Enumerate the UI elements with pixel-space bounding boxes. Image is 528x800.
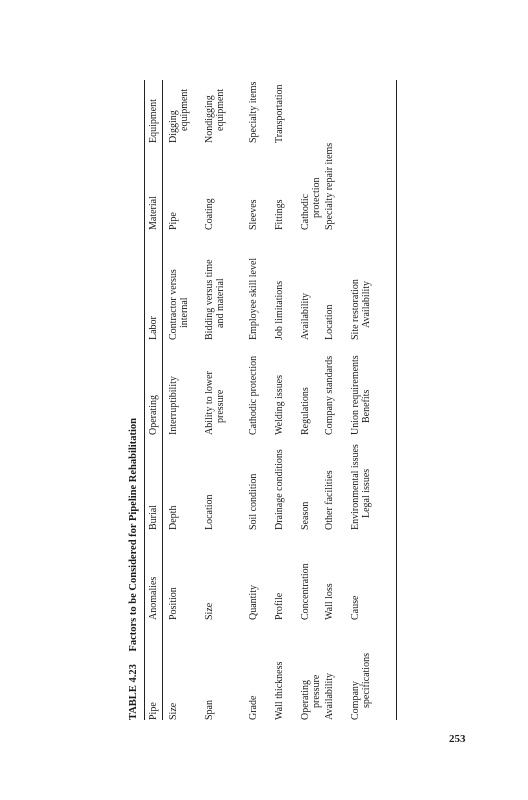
bottom-rule <box>396 80 397 720</box>
table-cell: Pipe <box>168 212 179 230</box>
header-burial: Burial <box>148 505 159 530</box>
table-cell: Soil condition <box>248 473 259 530</box>
header-pipe: Pipe <box>148 702 159 720</box>
table-cell: Interruptibility <box>168 376 179 435</box>
table-caption <box>128 418 139 720</box>
header-rule <box>162 80 163 720</box>
table-cell: Ability to lower pressure <box>204 371 226 435</box>
table-cell: Company specifications <box>350 653 372 720</box>
table-cell: Size <box>204 602 215 620</box>
table-cell: Size <box>168 702 179 720</box>
table-cell: Union requirements Benefits <box>350 355 372 435</box>
header-equipment: Equipment <box>148 99 159 143</box>
table-cell: Profile <box>274 592 285 620</box>
table-number: TABLE 4.23 <box>128 664 139 720</box>
table-cell: Cathodic protection <box>248 355 259 435</box>
table-cell: Coating <box>204 198 215 230</box>
rotated-table <box>128 80 398 720</box>
table-cell: Location <box>324 304 335 340</box>
table-cell: Digging equipment <box>168 88 190 143</box>
table-cell: Cathodic protection <box>300 177 322 230</box>
table-cell: Employee skill level <box>248 257 259 340</box>
table-cell: Transportation <box>274 84 285 143</box>
header-labor: Labor <box>148 316 159 340</box>
table-cell: Depth <box>168 505 179 530</box>
top-rule <box>144 80 145 720</box>
table-title: Factors to be Considered for Pipeline Rehabilitation <box>128 418 139 652</box>
header-anomalies: Anomalies <box>148 576 159 620</box>
table-cell: Job limitations <box>274 280 285 340</box>
header-material: Material <box>148 196 159 230</box>
table-cell: Company standards <box>324 355 335 435</box>
table-cell: Wall thickness <box>274 661 285 720</box>
table-cell: Bidding versus time and material <box>204 259 226 340</box>
table-cell: Fittings <box>274 199 285 230</box>
table-cell: Season <box>300 501 311 530</box>
table-cell: Quantity <box>248 585 259 620</box>
table-cell: Specialty repair items <box>324 142 335 230</box>
table-cell: Position <box>168 587 179 620</box>
table-cell: Span <box>204 700 215 720</box>
table-cell: Regulations <box>300 387 311 435</box>
table-cell: Environmental issues Legal issues <box>350 444 372 530</box>
table-cell: Cause <box>350 595 361 620</box>
table-cell: Nondigging equipment <box>204 88 226 143</box>
table-cell: Other facilities <box>324 470 335 530</box>
table-cell: Wall loss <box>324 583 335 620</box>
table-cell: Grade <box>248 695 259 720</box>
table-cell: Availability <box>324 672 335 720</box>
table-cell: Site restoration Availability <box>350 279 372 340</box>
page-number: 253 <box>449 733 466 745</box>
header-operating: Operating <box>148 395 159 435</box>
table-cell: Sleeves <box>248 199 259 230</box>
table-cell: Location <box>204 494 215 530</box>
table-cell: Welding issues <box>274 374 285 435</box>
table-cell: Specialty items <box>248 81 259 143</box>
table-cell: Operating pressure <box>300 674 322 720</box>
table-cell: Availability <box>300 292 311 340</box>
table-cell: Drainage conditions <box>274 449 285 530</box>
table-cell: Concentration <box>300 563 311 620</box>
table-cell: Contractor versus internal <box>168 269 190 340</box>
